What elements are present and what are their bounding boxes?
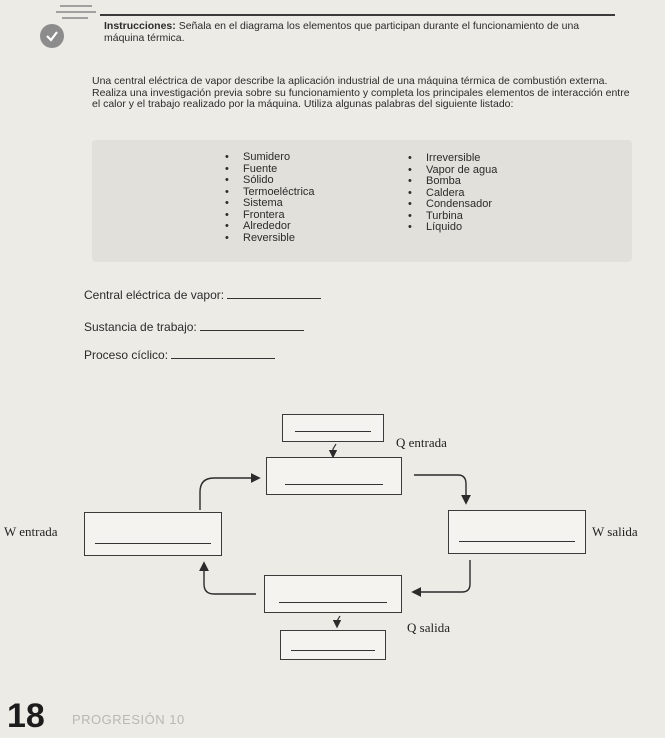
question-label: Central eléctrica de vapor: [84, 288, 225, 302]
word-bank-item: • Bomba [408, 176, 497, 188]
word-bank-item: • Alrededor [225, 221, 315, 233]
instructions-text: Señala en el diagrama los elementos que participan durante el funcionamiento de una máquina térmica. [104, 20, 580, 44]
arrow-turbina-to-condensador [414, 560, 470, 592]
arrow-q-salida [337, 616, 340, 626]
page-number: 18 [7, 697, 45, 735]
word-bank-item: • Condensador [408, 199, 497, 211]
word-bank-item: • Frontera [225, 210, 315, 222]
word-bank-item: • Reversible [225, 233, 315, 245]
w-entrada-label: W entrada [4, 524, 58, 539]
word-bank-item: • Sumidero [225, 152, 315, 164]
word-bank-item: • Sólido [225, 175, 315, 187]
q-entrada-label: Q entrada [396, 435, 447, 450]
word-bank-item: • Vapor de agua [408, 165, 497, 177]
word-bank-item: • Turbina [408, 211, 497, 223]
w-salida-label: W salida [592, 524, 638, 539]
arrow-condensador-to-bomba [204, 564, 256, 594]
q-salida-label: Q salida [407, 620, 450, 635]
word-bank-item: • Sistema [225, 198, 315, 210]
question-label: Proceso cíclico: [84, 348, 169, 362]
arrow-caldera-to-turbina [414, 475, 466, 502]
question-label: Sustancia de trabajo: [84, 320, 197, 334]
word-bank-item: • Termoeléctrica [225, 187, 315, 199]
book-name: PROGRESIÓN 10 [72, 712, 185, 727]
word-bank-item: • Irreversible [408, 153, 497, 165]
word-bank-item: • Fuente [225, 164, 315, 176]
arrow-q-entrada [333, 444, 336, 456]
word-bank-item: • Líquido [408, 222, 497, 234]
intro-paragraph: Una central eléctrica de vapor describe la aplicación industrial de una máquina térmica de combustión externa. Realiza una investigación previa sobre su funcionamiento y completa los principales elementos de interacción entre el calor y el trabajo realizado por la máquina. Utiliza algunas palabras del siguiente listado: [92, 75, 630, 110]
word-bank-item: • Caldera [408, 188, 497, 200]
instructions-label: Instrucciones: [104, 20, 176, 32]
arrow-bomba-to-caldera [200, 478, 258, 510]
